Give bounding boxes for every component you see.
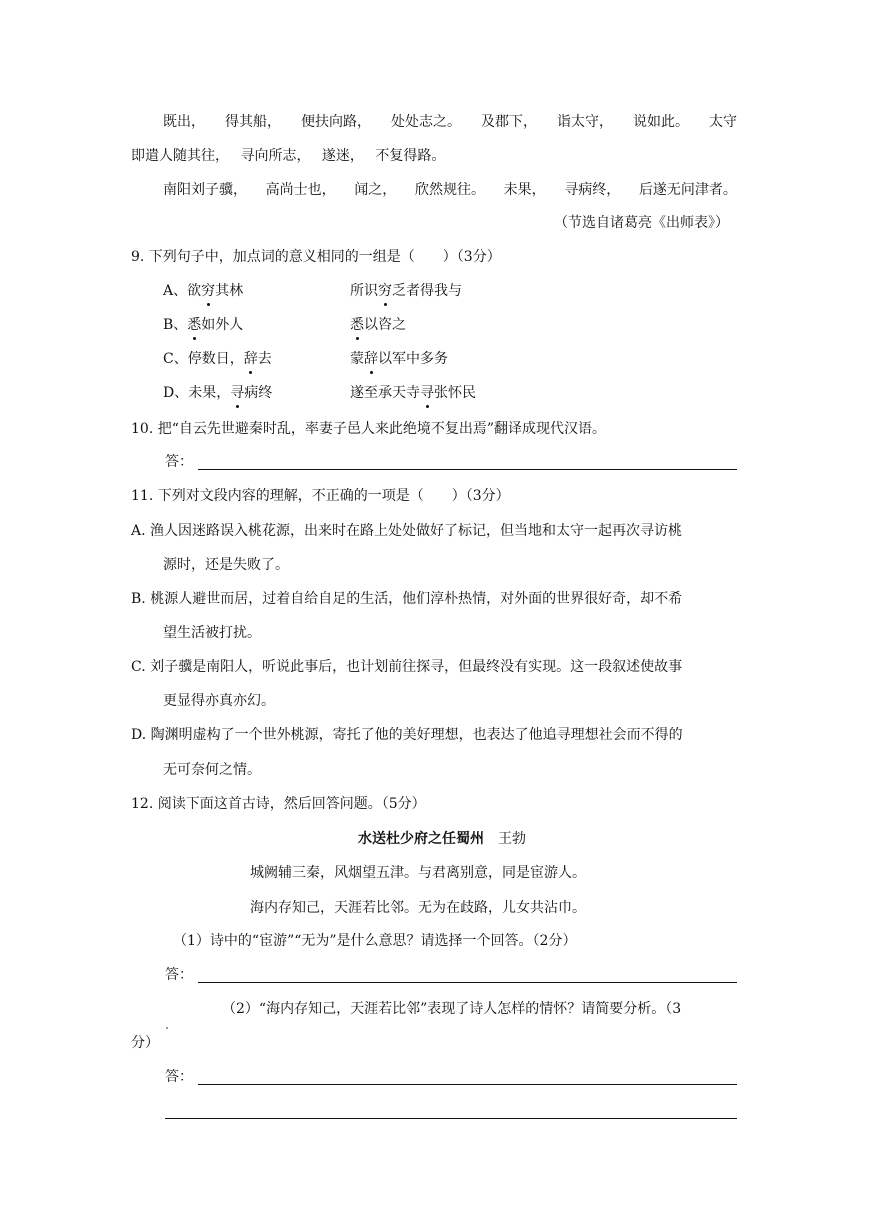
stray-mark	[166, 1027, 168, 1029]
answer-label: 答：	[165, 454, 193, 470]
text: C、停数日，	[163, 351, 244, 367]
dotted-char: 寻	[420, 385, 434, 401]
dotted-char: 寻	[230, 385, 245, 401]
text: B、	[163, 317, 188, 333]
text: 如外人	[201, 317, 244, 333]
q12-sub1-answer-line[interactable]	[198, 982, 737, 983]
q11-option-c-line2: 更显得亦真亦幻。	[163, 693, 275, 709]
passage-source: （节选自诸葛亮《出师表》）	[554, 215, 729, 231]
passage-phrase: 处处志之。	[391, 114, 461, 130]
passage-phrase: 寻病终，	[564, 182, 621, 198]
text: 张怀民	[434, 385, 476, 401]
text: A、欲	[163, 283, 202, 299]
passage-phrase: 诣太守，	[557, 114, 613, 130]
q12-sub2-line1: （2）“海内存知己，天涯若比邻”表现了诗人怎样的情怀？请简要分析。（3	[222, 1001, 682, 1017]
passage-phrase: 闻之，	[354, 182, 397, 198]
poem-line: 海内存知己，天涯若比邻。无为在歧路，儿女共沾巾。	[250, 900, 586, 916]
text: 以军中多务	[378, 351, 448, 367]
text: 遂至承天寺	[350, 385, 420, 401]
poem-author: 王勃	[498, 831, 526, 847]
passage-phrase: 高尚士也，	[265, 182, 336, 198]
text: 病终	[244, 385, 273, 401]
text: 乏者得我与	[392, 283, 462, 299]
q9-option-a-right	[350, 281, 462, 301]
dotted-char: 穷	[201, 283, 216, 299]
passage-phrase: 欣然规往。	[414, 182, 485, 198]
q11-stem: 11. 下列对文段内容的理解，不正确的一项是（ ）（3分）	[131, 488, 510, 504]
q11-option-c-line1: C. 刘子骥是南阳人，听说此事后，也计划前往探寻，但最终没有实现。这一段叙述使故事	[131, 659, 683, 675]
q10-stem: 10. 把“自云先世避秦时乱，率妻子邑人来此绝境不复出焉”翻译成现代汉语。	[131, 421, 607, 437]
passage-phrase: 得其船，	[225, 114, 281, 130]
passage-phrase: 既出，	[163, 114, 205, 130]
passage-phrase: 未果，	[503, 182, 546, 198]
passage-phrase: 说如此。	[633, 114, 689, 130]
passage-phrase: 太守	[709, 114, 737, 130]
q9-option-d-right	[350, 383, 476, 403]
passage-phrase: 及郡下，	[481, 114, 537, 130]
q12-stem: 12. 阅读下面这首古诗，然后回答问题。（5分）	[131, 796, 426, 812]
poem-line: 城阙辅三秦，风烟望五津。与君离别意，同是宦游人。	[250, 865, 586, 881]
q9-option-a-left	[163, 281, 243, 301]
q11-option-a-line1: A. 渔人因迷路误入桃花源，出来时在路上处处做好了标记，但当地和太守一起再次寻访桃	[131, 523, 683, 539]
dotted-char: 穷	[378, 283, 392, 299]
poem-heading	[358, 829, 526, 849]
q10-answer-line[interactable]	[198, 469, 737, 470]
q11-option-b-line1: B. 桃源人避世而居，过着自给自足的生活，他们淳朴热情，对外面的世界很好奇，却不希	[131, 591, 683, 607]
text: 其林	[215, 283, 244, 299]
text: D、未果，	[163, 385, 231, 401]
q12-sub2-answer-line-2[interactable]	[165, 1118, 737, 1119]
dotted-char: 悉	[187, 317, 202, 333]
q12-sub2-answer-line[interactable]	[198, 1084, 737, 1085]
dotted-char: 悉	[350, 317, 364, 333]
q12-sub2-line2: 分）	[131, 1035, 159, 1051]
text: 以咨之	[364, 317, 406, 333]
answer-label: 答：	[165, 1069, 193, 1085]
q11-option-b-line2: 望生活被打扰。	[163, 625, 261, 641]
q11-option-a-line2: 源时，还是失败了。	[163, 557, 289, 573]
q9-option-b-right	[350, 315, 406, 335]
dotted-char: 辞	[364, 351, 378, 367]
text: 所识	[350, 283, 378, 299]
q9-option-b-left	[163, 315, 243, 335]
text: 去	[257, 351, 272, 367]
passage-phrase: 南阳刘子骥，	[163, 182, 247, 198]
q9-stem: 9. 下列句子中，加点词的意义相同的一组是（ ）（3分）	[131, 249, 501, 265]
passage-para1-line2: 即遣人随其往， 寻向所志， 遂迷， 不复得路。	[131, 148, 446, 164]
q12-sub1: （1）诗中的“宦游”“无为”是什么意思？请选择一个回答。（2分）	[173, 933, 577, 949]
passage-phrase: 便扶向路，	[301, 114, 371, 130]
answer-label: 答：	[165, 967, 193, 983]
q9-option-d-left	[163, 383, 272, 403]
q11-option-d-line2: 无可奈何之情。	[163, 762, 261, 778]
poem-title: 水送杜少府之任蜀州	[358, 831, 484, 847]
q9-option-c-right	[350, 349, 448, 369]
q11-option-d-line1: D. 陶渊明虚构了一个世外桃源，寄托了他的美好理想，也表达了他追寻理想社会而不得的	[131, 727, 683, 743]
passage-para2-line1	[163, 180, 737, 200]
text: 蒙	[350, 351, 364, 367]
q9-option-c-left	[163, 349, 272, 369]
dotted-char: 辞	[243, 351, 258, 367]
passage-phrase: 后遂无问津者。	[638, 182, 737, 198]
passage-para1-line1	[163, 112, 737, 132]
